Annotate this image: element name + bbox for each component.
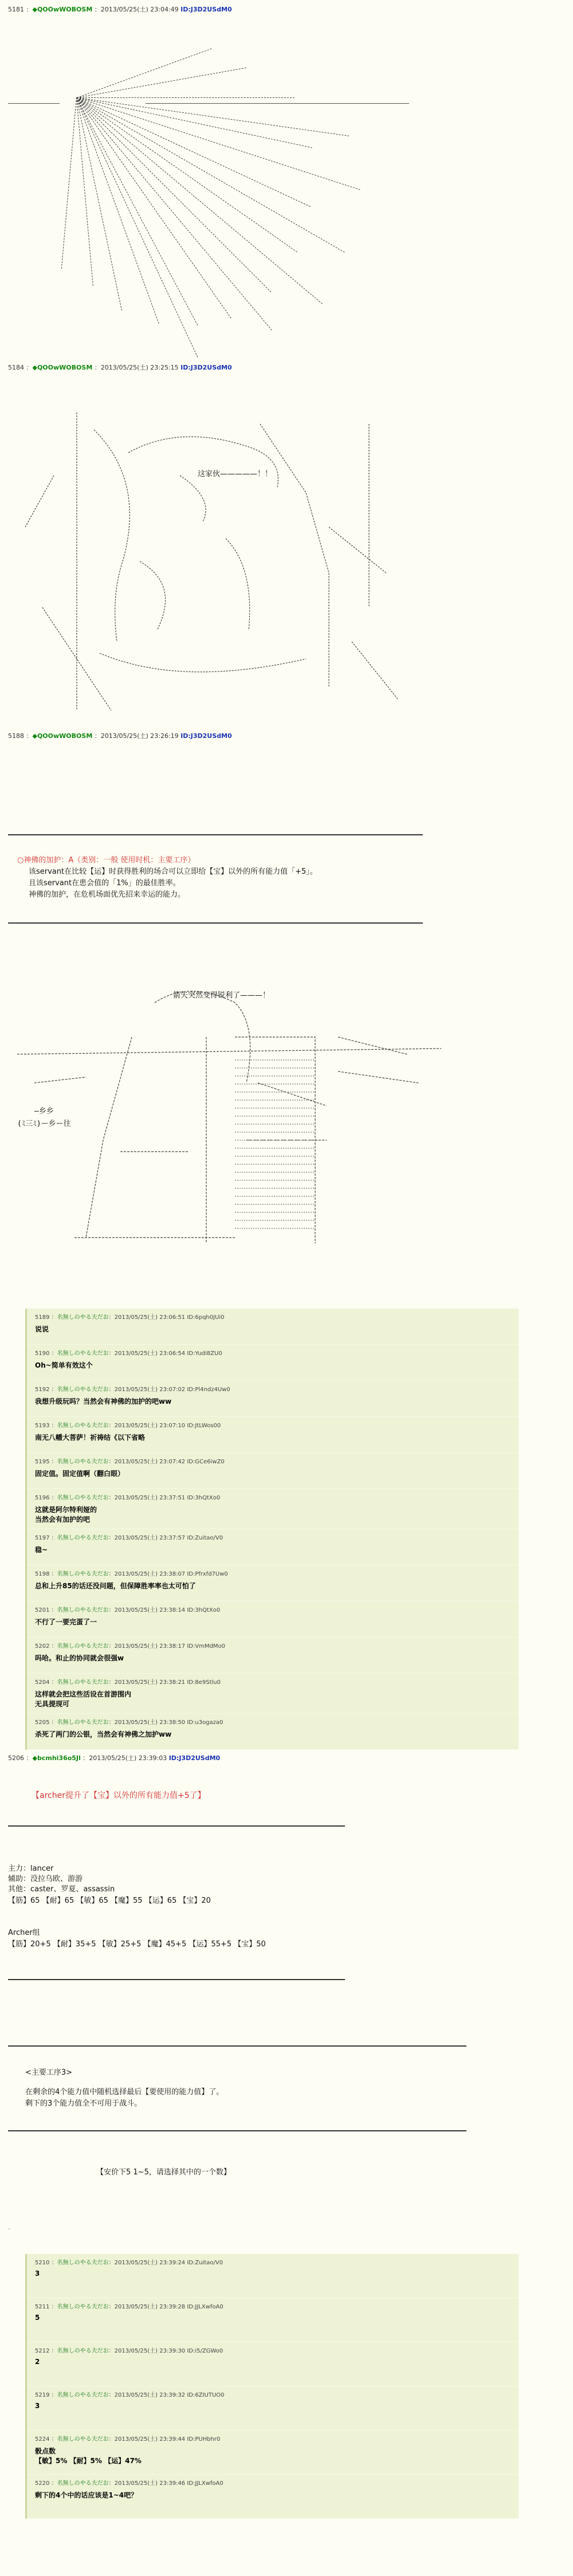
archer-group-title: Archer组 — [8, 1929, 40, 1937]
reply-item — [27, 1638, 519, 1674]
reply-number[interactable]: 5197 — [35, 1535, 50, 1541]
ascii-art-surprised — [8, 390, 409, 722]
divider — [8, 922, 423, 924]
reply-item — [27, 1381, 519, 1417]
reply-header: 5219 ：名無しのやる夫だお：2013/05/25(土) 23:39:32 ID:6ZIUTUO0 — [35, 2392, 225, 2398]
reply-item — [27, 1714, 519, 1750]
skill-title: ○神佛的加护：A（类别：一般 使用时机：主要工序） — [17, 856, 195, 865]
divider — [8, 1825, 345, 1827]
reply-item — [27, 1565, 519, 1601]
reply-name: 名無しのやる夫だお — [57, 2480, 109, 2487]
reply-number[interactable]: 5212 — [35, 2348, 50, 2354]
reply-number[interactable]: 5201 — [35, 1607, 50, 1613]
reply-header: 5212 ：名無しのやる夫だお：2013/05/25(土) 23:39:30 ID:i5/ZGWo0 — [35, 2348, 223, 2354]
ascii-stroke — [94, 430, 129, 642]
reply-item — [27, 1417, 519, 1453]
reply-body: 稳~ — [35, 1546, 48, 1554]
reply-name: 名無しのやる夫だお — [57, 1459, 109, 1465]
divider — [8, 2130, 466, 2131]
reply-number[interactable]: 5204 — [35, 1679, 50, 1686]
skill-line: 神佛的加护，在危机场面优先招来幸运的能力。 — [29, 890, 186, 899]
ascii-ray — [77, 48, 212, 98]
reply-body: 说说 — [35, 1325, 49, 1333]
reply-item — [27, 1309, 519, 1345]
aa-text: ―乡乡 — [34, 1107, 54, 1116]
reply-body: 骰点数 【敏】5% 【耐】5% 【运】47% — [35, 2447, 142, 2465]
reply-number[interactable]: 5190 — [35, 1350, 50, 1357]
reply-number[interactable]: 5198 — [35, 1571, 50, 1577]
reply-number[interactable]: 5211 — [35, 2304, 50, 2310]
reply-header: 5196 ：名無しのやる夫だお：2013/05/25(土) 23:37:51 ID:3hQtXo0 — [35, 1495, 221, 1501]
aa-dialogue: 这家伙—————！！ — [198, 470, 273, 478]
reply-number[interactable]: 5224 — [35, 2436, 50, 2443]
reply-header: 5201 ：名無しのやる夫だお：2013/05/25(土) 23:38:14 ID:3hQtXo0 — [35, 1607, 221, 1613]
reply-body: 我想升级玩吗？当然会有神佛的加护的吧ww — [35, 1397, 172, 1405]
ascii-stroke — [180, 476, 206, 521]
reply-number[interactable]: 5192 — [35, 1387, 50, 1393]
phase-line: 在剩余的4个能力值中随机选择最后【要使用的能力值】了。 — [25, 2088, 224, 2096]
poster-name[interactable]: ◆bcmhi36o5Jl — [32, 1754, 81, 1762]
skill-line: 且该servant在患会值的「1%」的最佳胜率。 — [29, 879, 180, 888]
reply-number[interactable]: 5202 — [35, 1643, 50, 1650]
ascii-stroke — [128, 437, 278, 487]
reply-date: 2013/05/25(土) 23:39:32 ID:6ZIUTUO0 — [114, 2392, 225, 2398]
reply-number[interactable]: 5195 — [35, 1459, 50, 1465]
reply-item — [27, 1601, 519, 1638]
archer-note: 【archer提升了【宝】以外的所有能力值+5了】 — [32, 1791, 206, 1800]
ascii-stroke — [260, 424, 329, 688]
skill-line: 该servant在比较【运】时获得胜利的场合可以立即给【宝】以外的所有能力值「+5」。 — [29, 867, 317, 876]
ascii-ray — [8, 103, 60, 104]
reply-name: 名無しのやる夫だお — [57, 1535, 109, 1541]
reply-body: Oh~简单有效这个 — [35, 1361, 93, 1369]
ascii-stroke — [258, 1083, 327, 1106]
reply-number[interactable]: 5205 — [35, 1719, 50, 1726]
reply-date: 2013/05/25(土) 23:39:44 ID:PUHbhr0 — [114, 2436, 221, 2443]
reply-body: 吗哈。和止的协同就会很强w — [35, 1654, 124, 1662]
reply-header: 5190 ：名無しのやる夫だお：2013/05/25(土) 23:06:54 ID:Yudi8ZU0 — [35, 1350, 222, 1357]
ascii-ray — [77, 68, 246, 99]
reply-item — [27, 2298, 519, 2342]
reply-header: 5189 ：名無しのやる夫だお：2013/05/25(土) 23:06:51 ID:6pqh0JUi0 — [35, 1314, 225, 1321]
reply-item — [27, 1674, 519, 1714]
ascii-stroke — [352, 642, 398, 699]
reply-body: 南无八幡大菩萨！祈祷结《以下省略 — [35, 1434, 146, 1442]
lancer-line: 主力：lancer — [8, 1864, 54, 1873]
reply-body: 这就是阿尔特利娅的 当然会有加护的吧 — [35, 1506, 97, 1523]
ascii-stroke — [140, 561, 166, 630]
reply-name: 名無しのやる夫だお — [57, 1350, 109, 1357]
reply-name: 名無しのやる夫だお — [57, 2304, 109, 2310]
aa-text: (ﾐ三ﾐ)ー乡ー往 — [17, 1120, 71, 1128]
ascii-stroke — [86, 1037, 132, 1238]
ascii-stroke — [338, 1037, 407, 1054]
poster-name[interactable]: ◆QOOwWOBOSM — [32, 364, 93, 371]
reply-date: 2013/05/25(土) 23:38:17 ID:VmMdMo0 — [114, 1643, 226, 1650]
lancer-line: 其他：caster、罗夏、assassin — [8, 1885, 115, 1894]
reply-number[interactable]: 5196 — [35, 1495, 50, 1501]
reply-header: 5211 ：名無しのやる夫だお：2013/05/25(土) 23:39:28 ID:JJLXwfoA0 — [35, 2304, 223, 2310]
ascii-art-archer — [17, 968, 441, 1278]
ascii-stroke — [25, 476, 54, 527]
reply-header: 5220 ：名無しのやる夫だお：2013/05/25(土) 23:39:46 ID:JJLXwfoA0 — [35, 2480, 223, 2487]
reply-date: 2013/05/25(土) 23:39:46 ID:JJLXwfoA0 — [114, 2480, 223, 2487]
ascii-ray — [77, 97, 295, 99]
ascii-art-figure — [17, 968, 441, 1278]
ascii-stroke — [338, 1071, 418, 1083]
reply-number[interactable]: 5219 — [35, 2392, 50, 2398]
post-header-1: 5181 ：◆QOOwWOBOSM ：2013/05/25(土) 23:04:49 ID:J3D2USdM0 — [8, 6, 232, 13]
reply-body: 杀死了两门的公银，当然会有神佛之加护ww — [35, 1730, 172, 1738]
reply-name: 名無しのやる夫だお — [57, 2348, 109, 2354]
ascii-stroke — [100, 653, 306, 672]
reply-header: 5205 ：名無しのやる夫だお：2013/05/25(土) 23:38:50 ID:u3ogaza0 — [35, 1719, 223, 1726]
reply-header: 5195 ：名無しのやる夫だお：2013/05/25(土) 23:07:42 ID:GCe6iwZ0 — [35, 1459, 225, 1465]
reply-number[interactable]: 5189 — [35, 1314, 50, 1321]
divider — [8, 2045, 466, 2047]
reply-name: 名無しのやる夫だお — [57, 1571, 109, 1577]
reply-item — [27, 1489, 519, 1529]
poster-name[interactable]: ◆QOOwWOBOSM — [32, 732, 93, 740]
reply-header: 5210 ：名無しのやる夫だお：2013/05/25(土) 23:39:24 ID:Zuitao/V0 — [35, 2260, 223, 2266]
dot-marker: . — [8, 2223, 11, 2232]
archer-stats: 【筋】20+5 【耐】35+5 【敏】25+5 【魔】45+5 【运】55+5 【宝】50 — [8, 1940, 266, 1949]
reply-number[interactable]: 5210 — [35, 2260, 50, 2266]
lancer-stats: 【筋】65 【耐】65 【敏】65 【魔】55 【运】65 【宝】20 — [8, 1896, 211, 1905]
reply-name: 名無しのやる夫だお — [57, 1719, 109, 1726]
reply-item — [27, 1345, 519, 1381]
reply-date: 2013/05/25(土) 23:06:51 ID:6pqh0JUi0 — [114, 1314, 225, 1321]
reply-item — [27, 1529, 519, 1565]
reply-name: 名無しのやる夫だお — [57, 1495, 109, 1501]
reply-name: 名無しのやる夫だお — [57, 1314, 109, 1321]
post-header-2: 5184 ：◆QOOwWOBOSM ：2013/05/25(土) 23:25:15 ID:J3D2USdM0 — [8, 364, 232, 371]
reply-name: 名無しのやる夫だお — [57, 1387, 109, 1393]
ascii-stroke — [226, 539, 250, 630]
reply-header: 5197 ：名無しのやる夫だお：2013/05/25(土) 23:37:57 ID:Zuitao/V0 — [35, 1535, 223, 1541]
reply-item — [27, 2254, 519, 2298]
reply-item — [27, 2386, 519, 2430]
phase-line: 剩下的3个能力值全不可用于战斗。 — [25, 2099, 142, 2108]
lancer-line: 辅助：没拉乌欧、游游 — [8, 1875, 83, 1883]
reply-item — [27, 1453, 519, 1489]
reply-date: 2013/05/25(土) 23:07:42 ID:GCe6iwZ0 — [114, 1459, 225, 1465]
reply-name: 名無しのやる夫だお — [57, 2260, 109, 2266]
reply-date: 2013/05/25(土) 23:39:30 ID:i5/ZGWo0 — [114, 2348, 223, 2354]
reply-date: 2013/05/25(土) 23:38:07 ID:Pfrxfd7Uw0 — [114, 1571, 228, 1577]
reply-body: 3 — [35, 2402, 40, 2410]
roll-prompt: 【安价下5 1~5，请选择其中的一个数】 — [96, 2168, 231, 2177]
reply-name: 名無しのやる夫だお — [57, 1607, 109, 1613]
reply-body: 3 — [35, 2269, 40, 2277]
reply-date: 2013/05/25(土) 23:39:28 ID:JJLXwfoA0 — [114, 2304, 223, 2310]
reply-date: 2013/05/25(土) 23:38:21 ID:8e9Stlu0 — [114, 1679, 221, 1686]
ascii-ray — [61, 97, 77, 269]
reply-date: 2013/05/25(土) 23:06:54 ID:Yudi8ZU0 — [114, 1350, 222, 1357]
reply-body: 2 — [35, 2358, 40, 2366]
reply-header: 5224 ：名無しのやる夫だお：2013/05/25(土) 23:39:44 ID:PUHbhr0 — [35, 2436, 221, 2443]
ascii-art-sunburst — [8, 29, 409, 338]
reply-list — [25, 2254, 519, 2519]
poster-name[interactable]: ◆QOOwWOBOSM — [32, 6, 93, 13]
reply-date: 2013/05/25(土) 23:38:50 ID:u3ogaza0 — [114, 1719, 223, 1726]
reply-body: 不行了一要完蛋了一 — [35, 1618, 97, 1626]
reply-body: 剩下的4个中的话应该是1~4吧？ — [35, 2491, 138, 2499]
reply-name: 名無しのやる夫だお — [57, 1643, 109, 1650]
reply-number[interactable]: 5193 — [35, 1423, 50, 1429]
reply-header: 5192 ：名無しのやる夫だお：2013/05/25(土) 23:07:02 ID:Pl4ndz4Uw0 — [35, 1387, 230, 1393]
reply-date: 2013/05/25(土) 23:07:10 ID:JtLWos00 — [114, 1423, 221, 1429]
divider — [8, 834, 423, 835]
ascii-art-figure — [8, 390, 409, 722]
reply-date: 2013/05/25(土) 23:38:14 ID:3hQtXo0 — [114, 1607, 221, 1613]
reply-list — [25, 1309, 519, 1750]
phase-title: <主要工序3> — [25, 2068, 73, 2077]
reply-body: 5 — [35, 2314, 40, 2322]
ascii-ray — [76, 97, 198, 358]
post-header-4: 5206 ：◆bcmhi36o5Jl ：2013/05/25(土) 23:39:03 ID:J3D2USdM0 — [8, 1754, 221, 1762]
reply-name: 名無しのやる夫だお — [57, 2392, 109, 2398]
reply-date: 2013/05/25(土) 23:37:57 ID:Zuitao/V0 — [114, 1535, 223, 1541]
reply-date: 2013/05/25(土) 23:39:24 ID:Zuitao/V0 — [114, 2260, 223, 2266]
ascii-stroke — [329, 527, 386, 573]
reply-body: 固定值。固定值啊（翻白眼） — [35, 1470, 125, 1478]
reply-name: 名無しのやる夫だお — [57, 2436, 109, 2443]
reply-header: 5198 ：名無しのやる夫だお：2013/05/25(土) 23:38:07 ID:Pfrxfd7Uw0 — [35, 1571, 228, 1577]
ascii-stroke — [34, 1077, 86, 1083]
reply-item — [27, 2475, 519, 2519]
divider — [8, 1979, 345, 1980]
ascii-ray — [146, 103, 409, 104]
reply-name: 名無しのやる夫だお — [57, 1423, 109, 1429]
reply-body: 总和上升85的话还没问题，但保障胜率率也太可怕了 — [35, 1582, 196, 1590]
reply-item — [27, 2430, 519, 2475]
reply-date: 2013/05/25(土) 23:07:02 ID:Pl4ndz4Uw0 — [114, 1387, 230, 1393]
reply-header: 5193 ：名無しのやる夫だお：2013/05/25(土) 23:07:10 ID:JtLWos00 — [35, 1423, 221, 1429]
ascii-ray — [76, 97, 272, 293]
post-header-3: 5188 ：◆QOOwWOBOSM ：2013/05/25(土) 23:26:19 ID:J3D2USdM0 — [8, 732, 232, 740]
reply-number[interactable]: 5220 — [35, 2480, 50, 2487]
reply-name: 名無しのやる夫だお — [57, 1679, 109, 1686]
reply-body: 这样就会把这些活设在首游围内 无具提现可 — [35, 1690, 132, 1708]
ascii-stroke — [17, 1049, 441, 1054]
reply-header: 5204 ：名無しのやる夫だお：2013/05/25(土) 23:38:21 ID:8e9Stlu0 — [35, 1679, 221, 1686]
reply-item — [27, 2342, 519, 2386]
aa-dialogue: 箭矢突然变得锐利了———！ — [173, 991, 270, 1000]
reply-header: 5202 ：名無しのやる夫だお：2013/05/25(土) 23:38:17 ID:VmMdMo0 — [35, 1643, 226, 1650]
reply-date: 2013/05/25(土) 23:37:51 ID:3hQtXo0 — [114, 1495, 221, 1501]
